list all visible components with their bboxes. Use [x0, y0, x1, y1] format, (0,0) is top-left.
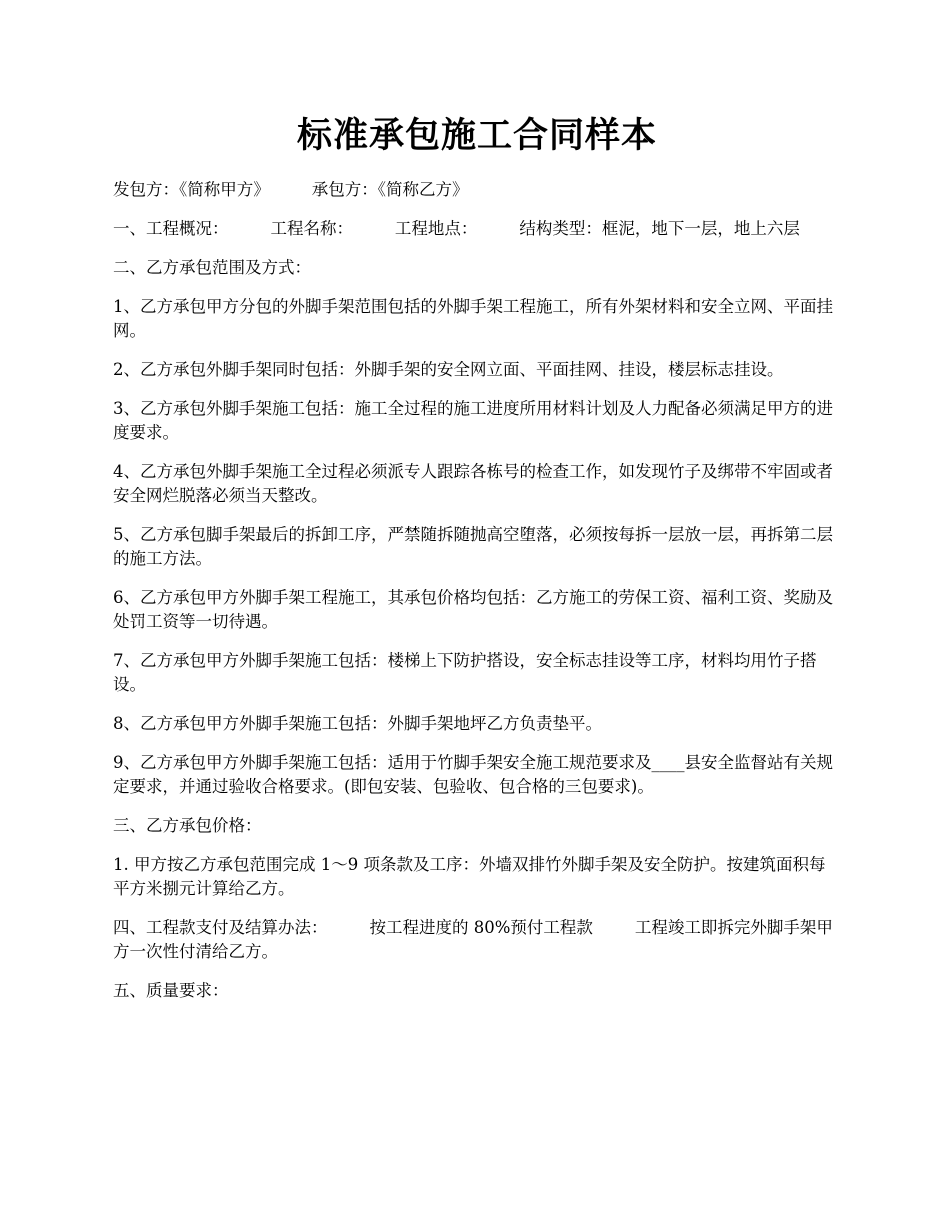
- paragraph-scope-item-1: 1、乙方承包甲方分包的外脚手架范围包括的外脚手架工程施工，所有外架材料和安全立网、平面挂网。: [113, 297, 833, 340]
- paragraph-project-overview: 一、工程概况： 工程名称： 工程地点： 结构类型：框泥，地下一层，地上六层: [113, 219, 800, 238]
- paragraph-quality-heading: 五、质量要求：: [113, 981, 229, 1000]
- paragraph-scope-item-7: 7、乙方承包甲方外脚手架施工包括：楼梯上下防护搭设，安全标志挂设等工序，材料均用竹子搭设。: [113, 651, 817, 694]
- paragraph-price-heading: 三、乙方承包价格：: [113, 816, 262, 835]
- paragraph-scope-heading: 二、乙方承包范围及方式：: [113, 258, 311, 277]
- paragraph-scope-item-3: 3、乙方承包外脚手架施工包括：施工全过程的施工进度所用材料计划及人力配备必须满足甲方的进度要求。: [113, 399, 833, 442]
- paragraph-scope-item-2: 2、乙方承包外脚手架同时包括：外脚手架的安全网立面、平面挂网、挂设，楼层标志挂设。: [113, 360, 784, 379]
- paragraph-scope-item-8: 8、乙方承包甲方外脚手架施工包括：外脚手架地坪乙方负责垫平。: [113, 714, 602, 733]
- document-title: 标准承包施工合同样本: [296, 115, 657, 156]
- paragraph-price-item-1: 1. 甲方按乙方承包范围完成 1～9 项条款及工序：外墙双排竹外脚手架及安全防护。按建筑面积每平方米捌元计算给乙方。: [113, 855, 826, 898]
- paragraph-payment: 四、工程款支付及结算办法： 按工程进度的 80%预付工程款 工程竣工即拆完外脚手架甲方一次性付清给乙方。: [113, 918, 833, 961]
- paragraph-scope-item-6: 6、乙方承包甲方外脚手架工程施工，其承包价格均包括：乙方施工的劳保工资、福利工资、奖励及处罚工资等一切待遇。: [113, 588, 833, 631]
- paragraph-scope-item-9: 9、乙方承包甲方外脚手架施工包括：适用于竹脚手架安全施工规范要求及____县安全监督站有关规定要求，并通过验收合格要求。(即包安装、包验收、包合格的三包要求)。: [113, 753, 833, 796]
- document-page: [113, 108, 841, 1018]
- paragraph-parties: 发包方：《简称甲方》 承包方：《简称乙方》: [113, 180, 469, 199]
- paragraph-scope-item-5: 5、乙方承包脚手架最后的拆卸工序，严禁随拆随抛高空堕落，必须按每拆一层放一层，再拆第二层的施工方法。: [113, 525, 833, 568]
- paragraph-scope-item-4: 4、乙方承包外脚手架施工全过程必须派专人跟踪各栋号的检查工作，如发现竹子及绑带不牢固或者安全网烂脱落必须当天整改。: [113, 462, 833, 505]
